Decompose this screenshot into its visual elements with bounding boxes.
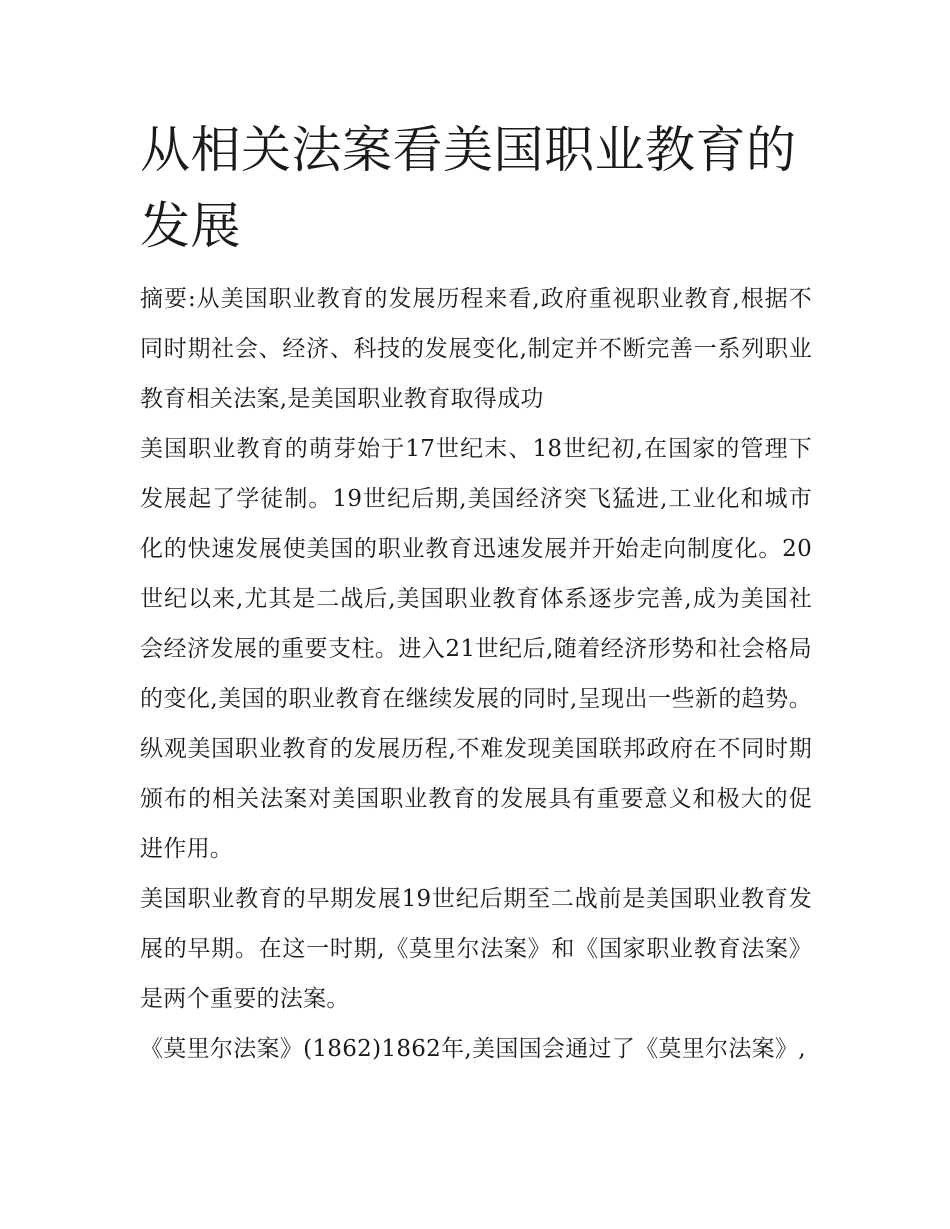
document-page [140,112,812,1074]
body-paragraph-2: 美国职业教育的早期发展19世纪后期至二战前是美国职业教育发展的早期。在这一时期,《莫里尔法案》和《国家职业教育法案》是两个重要的法案。 [140,886,812,1012]
body-paragraph-3: 《莫里尔法案》(1862)1862年,美国国会通过了《莫里尔法案》, [140,1036,806,1062]
body-paragraph-1: 美国职业教育的萌芽始于17世纪末、18世纪初,在国家的管理下发展起了学徒制。19世纪后期,美国经济突飞猛进,工业化和城市化的快速发展使美国的职业教育迅速发展并开始走向制度化。20世纪以来,尤其是二战后,美国职业教育体系逐步完善,成为美国社会经济发展的重要支柱。进入21世纪后,随着经济形势和社会格局的变化,美国的职业教育在继续发展的同时,呈现出一些新的趋势。纵观美国职业教育的发展历程,不难发现美国联邦政府在不同时期颁布的相关法案对美国职业教育的发展具有重要意义和极大的促进作用。 [140,436,812,862]
document-title: 从相关法案看美国职业教育的发展 [140,121,797,255]
abstract-paragraph: 摘要:从美国职业教育的发展历程来看,政府重视职业教育,根据不同时期社会、经济、科技的发展变化,制定并不断完善一系列职业教育相关法案,是美国职业教育取得成功 [140,286,812,412]
